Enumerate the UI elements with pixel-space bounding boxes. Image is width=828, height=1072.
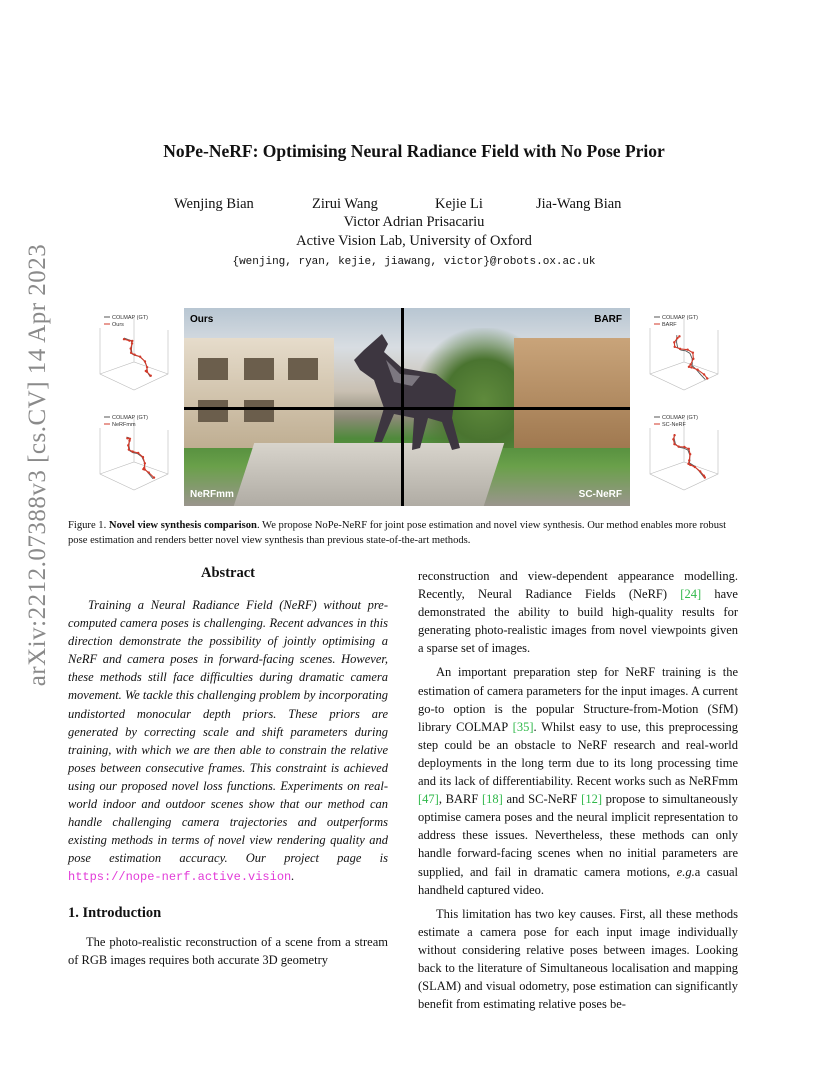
pose-plot-sc-nerf xyxy=(636,408,728,500)
citation-24[interactable]: [24] xyxy=(680,587,702,602)
author-2: Zirui Wang xyxy=(312,196,378,212)
building-left xyxy=(184,338,334,448)
author-emails: {wenjing, ryan, kejie, jiawang, victor}@robots.ox.ac.uk xyxy=(232,256,596,268)
label-ours: Ours xyxy=(190,314,214,325)
paragraph-limitation: This limitation has two key causes. First, all these methods estimate a camera pose for each input image individually without considering relative poses between images. Looking back to the literature of Simultaneous localisation and mapping (SLAM) and visual odometry, pose estimation can significantly benefit from estimating relative poses be- xyxy=(418,906,738,1012)
svg-text:COLMAP (GT): COLMAP (GT) xyxy=(662,415,698,421)
right-column xyxy=(418,567,738,1019)
author-5: Victor Adrian Prisacariu xyxy=(343,214,485,230)
svg-text:COLMAP (GT): COLMAP (GT) xyxy=(112,315,148,321)
author-3: Kejie Li xyxy=(435,196,483,212)
pose-plot-ours xyxy=(86,308,178,400)
pose-plot-nerfmm xyxy=(86,408,178,500)
paragraph-colmap: An important preparation step for NeRF training is the estimation of camera parameters for the input images. A current go-to option is the popular Structure-from-Motion (SfM) library COLMAP [35]. Whilst easy to use, this preprocessing step could be an obstacle to NeRF research and real-world deployments in the long term due to its long processing time and its lack of differentiability. Recent works such as NeRFmm [47], BARF [18] and SC-NeRF [12] propose to simultaneously optimise camera poses and the neural implicit representation to address these issues. Nevertheless, these methods can only handle forward-facing scenes when no initial parameters are supplied, and fail in dramatic camera motions, e.g.a casual handheld captured video. xyxy=(418,665,739,897)
figure-1 xyxy=(86,308,742,506)
label-sc-nerf: SC-NeRF xyxy=(578,489,622,500)
divider-horizontal xyxy=(184,407,630,410)
svg-text:NeRFmm: NeRFmm xyxy=(112,422,136,428)
abstract-heading: Abstract xyxy=(201,565,255,581)
citation-12[interactable]: [12] xyxy=(581,792,602,807)
svg-text:BARF: BARF xyxy=(662,322,677,328)
svg-text:COLMAP (GT): COLMAP (GT) xyxy=(112,415,148,421)
horse-statue xyxy=(324,330,484,470)
affiliation: Active Vision Lab, University of Oxford xyxy=(296,233,532,249)
author-1: Wenjing Bian xyxy=(174,196,254,212)
figure-caption: Figure 1. Novel view synthesis comparison. We propose NoPe-NeRF for joint pose estimation and novel view synthesis. Our method enables more robust pose estimation and renders better novel view synthesis than previous state-of-the-art methods. xyxy=(68,520,727,546)
building-right xyxy=(514,338,630,448)
arxiv-side-label: arXiv:2212.07388v3 [cs.CV] 14 Apr 2023 xyxy=(24,243,51,687)
author-4: Jia-Wang Bian xyxy=(536,196,622,212)
intro-paragraph: The photo-realistic reconstruction of a scene from a stream of RGB images requires both accurate 3D geometry xyxy=(68,935,388,968)
project-link[interactable]: https://nope-nerf.active.vision xyxy=(68,870,292,885)
intro-heading: 1. Introduction xyxy=(68,905,162,921)
paragraph-nerf: reconstruction and view-dependent appearance modelling. Recently, Neural Radiance Fields (NeRF) [24] have demonstrated the ability to build high-quality results for generating photo-realistic images from novel viewpoints given a sparse set of images. xyxy=(418,569,738,656)
citation-35[interactable]: [35] xyxy=(512,719,534,734)
label-nerfmm: NeRFmm xyxy=(190,489,234,500)
svg-text:SC-NeRF: SC-NeRF xyxy=(662,422,686,428)
svg-text:COLMAP (GT): COLMAP (GT) xyxy=(662,315,698,321)
paper-title: NoPe-NeRF: Optimising Neural Radiance Field with No Pose Prior xyxy=(163,141,665,161)
abstract: Training a Neural Radiance Field (NeRF) without pre-computed camera poses is challenging. Recent advances in this direction demonstrate the possibility of jointly optimising a NeRF and camera poses in forward-facing scenes. However, these methods still face difficulties during dramatic camera movement. We tackle this challenging problem by incorporating undistorted monocular depth priors. These priors are generated by correcting scale and shift parameters during training, with which we are then able to constrain the relative poses between consecutive frames. This constraint is achieved using our proposed novel loss functions. Experiments on real-world indoor and outdoor scenes show that our method can handle challenging camera trajectories and outperforms existing methods in terms of novel view rendering quality and pose estimation accuracy. Our project page is https://nope-nerf.active.vision. xyxy=(68,598,388,885)
svg-text:Ours: Ours xyxy=(112,322,124,328)
label-barf: BARF xyxy=(594,314,622,325)
citation-47[interactable]: [47] xyxy=(418,792,439,807)
citation-18[interactable]: [18] xyxy=(481,792,503,807)
pose-plot-barf xyxy=(636,308,728,400)
